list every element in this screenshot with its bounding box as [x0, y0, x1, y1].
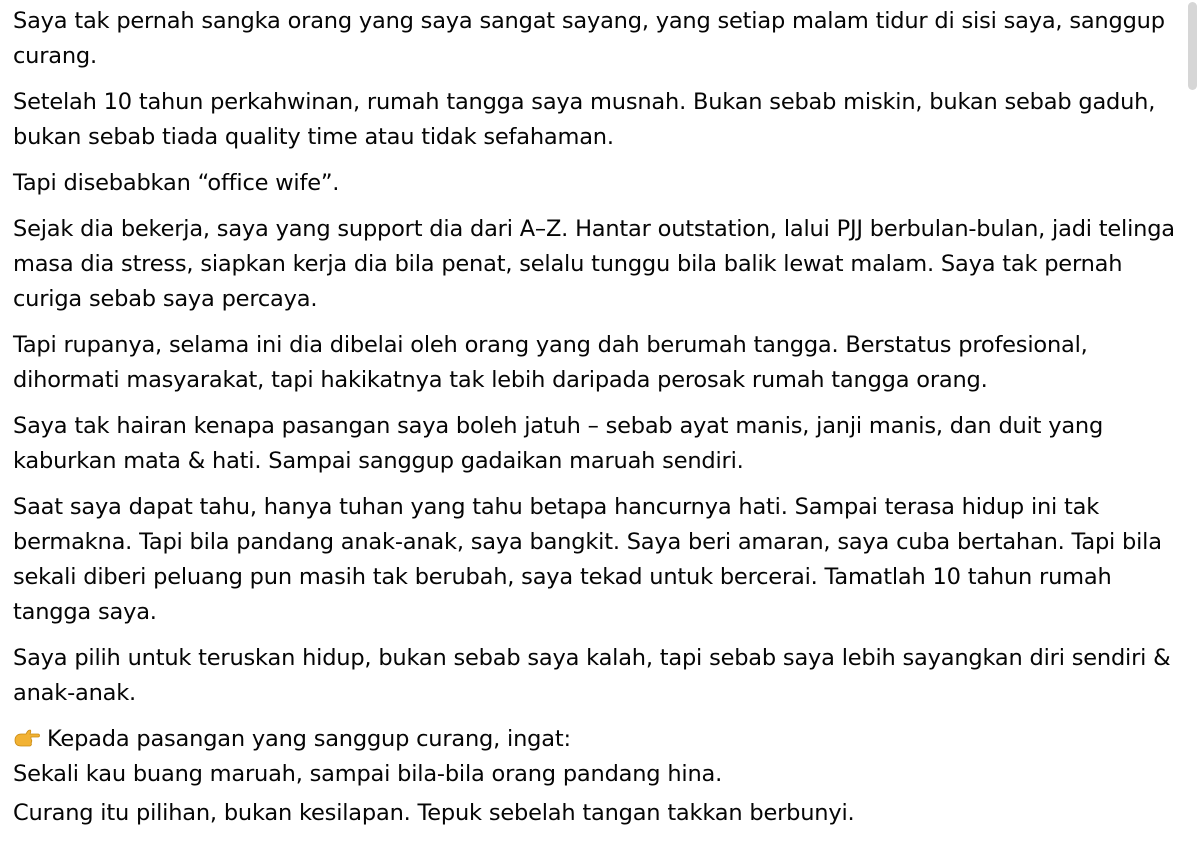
post-body: [13, 0, 1185, 842]
post-paragraph: Setelah 10 tahun perkahwinan, rumah tangga saya musnah. Bukan sebab miskin, bukan sebab gaduh, bukan sebab tiada quality time atau tidak sefahaman.: [13, 89, 1156, 150]
post-paragraph: Sejak dia bekerja, saya yang support dia dari A–Z. Hantar outstation, lalui PJJ berbulan-bulan, jadi telinga masa dia stress, siapkan kerja dia bila penat, selalu tunggu bila balik lewat malam. Saya tak pernah curiga sebab saya percaya.: [13, 216, 1175, 312]
post-paragraph: Saya tak pernah sangka orang yang saya sangat sayang, yang setiap malam tidur di sisi saya, sanggup curang.: [13, 8, 1165, 69]
post-paragraph: Tapi rupanya, selama ini dia dibelai oleh orang yang dah berumah tangga. Berstatus profesional, dihormati masyarakat, tapi hakikatnya tak lebih daripada perosak rumah tangga orang.: [13, 332, 1088, 393]
warning-block: [13, 722, 1185, 792]
post-paragraph: Saya tak hairan kenapa pasangan saya boleh jatuh – sebab ayat manis, janji manis, dan duit yang kaburkan mata & hati. Sampai sanggup gadaikan maruah sendiri.: [13, 413, 1104, 474]
post-paragraph: Saya pilih untuk teruskan hidup, bukan sebab saya kalah, tapi sebab saya lebih sayangkan diri sendiri & anak-anak.: [13, 645, 1171, 706]
warning-text: Kepada pasangan yang sanggup curang, ingat:: [47, 726, 571, 752]
scrollbar[interactable]: [1185, 0, 1200, 844]
post-paragraph: Saat saya dapat tahu, hanya tuhan yang tahu betapa hancurnya hati. Sampai terasa hidup ini tak bermakna. Tapi bila pandang anak-anak, saya bangkit. Saya beri amaran, saya cuba bertahan. Tapi bila sekali diberi peluang pun masih tak berubah, saya tekad untuk bercerai. Tamatlah 10 tahun rumah tangga saya.: [13, 494, 1162, 625]
warning-followup: Sekali kau buang maruah, sampai bila-bila orang pandang hina.: [13, 761, 723, 787]
post-closing: Curang itu pilihan, bukan kesilapan. Tepuk sebelah tangan takkan berbunyi.: [13, 800, 855, 826]
pointing-right-hand-icon: [13, 725, 41, 747]
scrollbar-thumb[interactable]: [1188, 2, 1197, 90]
post-paragraph: Tapi disebabkan “office wife”.: [13, 170, 340, 196]
